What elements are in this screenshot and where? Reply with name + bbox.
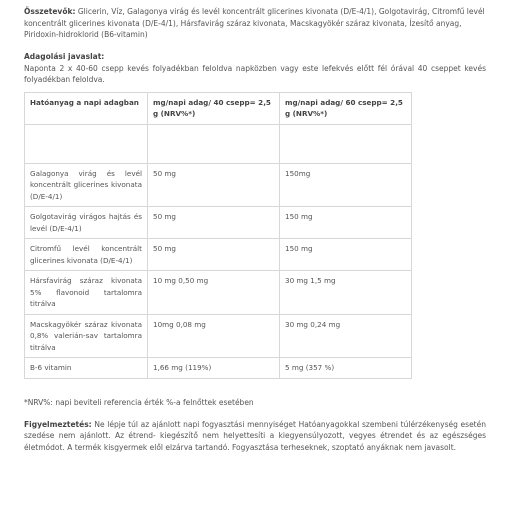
table-cell-ingredient: Macskagyökér száraz kivonata 0,8% valerián-sav tartalomra titrálva — [25, 314, 148, 358]
table-row — [25, 207, 412, 239]
table-row — [25, 239, 412, 271]
table-row — [25, 124, 412, 163]
table-cell-dose-40: 10mg 0,08 mg — [148, 314, 280, 358]
table-cell-dose-60: 150 mg — [280, 239, 412, 271]
table-cell-ingredient: Golgotavirág virágos hajtás és levél (D/E-4/1) — [25, 207, 148, 239]
table-row — [25, 271, 412, 315]
table-row — [25, 358, 412, 379]
table-cell-dose-60: 30 mg 1,5 mg — [280, 271, 412, 315]
table-cell-dose-40: 10 mg 0,50 mg — [148, 271, 280, 315]
ingredients-text: Glicerin, Víz, Galagonya virág és levél koncentrált glicerines kivonata (D/E-4/1), Golgotavirág, Citromfű levél koncentrált glicerines kivonata (D/E-4/1), Hársfavirág száraz kivonata, Macskagyökér száraz kivonata, Ízesítő anyag, Piridoxin-hidroklorid (B6-vitamin) — [24, 7, 485, 40]
table-cell-empty — [25, 124, 148, 163]
table-header-dose-60: mg/napi adag/ 60 csepp= 2,5 g (NRV%*) — [280, 92, 412, 124]
table-row — [25, 163, 412, 207]
table-cell-dose-60: 30 mg 0,24 mg — [280, 314, 412, 358]
table-cell-ingredient: Citromfű levél koncentrált glicerines kivonata (D/E-4/1) — [25, 239, 148, 271]
warning-label: Figyelmeztetés: — [24, 419, 92, 429]
warning-text: Ne lépje túl az ajánlott napi fogyasztási mennyiséget Hatóanyagokkal szembeni túlérzékenység esetén szedése nem ajánlott. Az étrend- kiegészítő nem helyettesíti a kiegyensúlyozott, vegyes étrendet és az egészséges életmódot. A termék kisgyermek elől elzárva tartandó. Fogyasztása terheseknek, szoptató anyáknak nem javasolt. — [24, 419, 486, 452]
dosage-text: Naponta 2 x 40-60 csepp kevés folyadékban feloldva napközben vagy este lefekvés előtt fél órával 40 cseppet kevés folyadékban feloldva. — [24, 63, 486, 85]
table-header-ingredient: Hatóanyag a napi adagban — [25, 92, 148, 124]
table-cell-ingredient: Hársfavirág száraz kivonata 5% flavonoid tartalomra titrálva — [25, 271, 148, 315]
ingredients-label: Összetevők: — [24, 7, 76, 16]
table-cell-empty — [148, 124, 280, 163]
table-cell-ingredient: B-6 vitamin — [25, 358, 148, 379]
table-cell-empty — [280, 124, 412, 163]
table-row — [25, 314, 412, 358]
table-cell-dose-60: 150mg — [280, 163, 412, 207]
warning-paragraph — [24, 419, 486, 454]
dosage-title: Adagolási javaslat: — [24, 51, 105, 61]
active-ingredients-table — [24, 92, 412, 379]
table-cell-dose-40: 50 mg — [148, 163, 280, 207]
table-cell-ingredient: Galagonya virág és levél koncentrált glicerines kivonata (D/E-4/1) — [25, 163, 148, 207]
table-cell-dose-40: 50 mg — [148, 207, 280, 239]
nrv-footnote: *NRV%: napi beviteli referencia érték %-a felnőttek esetében — [24, 398, 254, 407]
dosage-section — [24, 51, 486, 86]
product-info-document — [24, 6, 486, 454]
table-cell-dose-40: 1,66 mg (119%) — [148, 358, 280, 379]
table-cell-dose-60: 5 mg (357 %) — [280, 358, 412, 379]
table-header-row — [25, 92, 412, 124]
table-cell-dose-40: 50 mg — [148, 239, 280, 271]
ingredients-paragraph — [24, 6, 486, 41]
table-cell-dose-60: 150 mg — [280, 207, 412, 239]
table-header-dose-40: mg/napi adag/ 40 csepp= 2,5 g (NRV%*) — [148, 92, 280, 124]
